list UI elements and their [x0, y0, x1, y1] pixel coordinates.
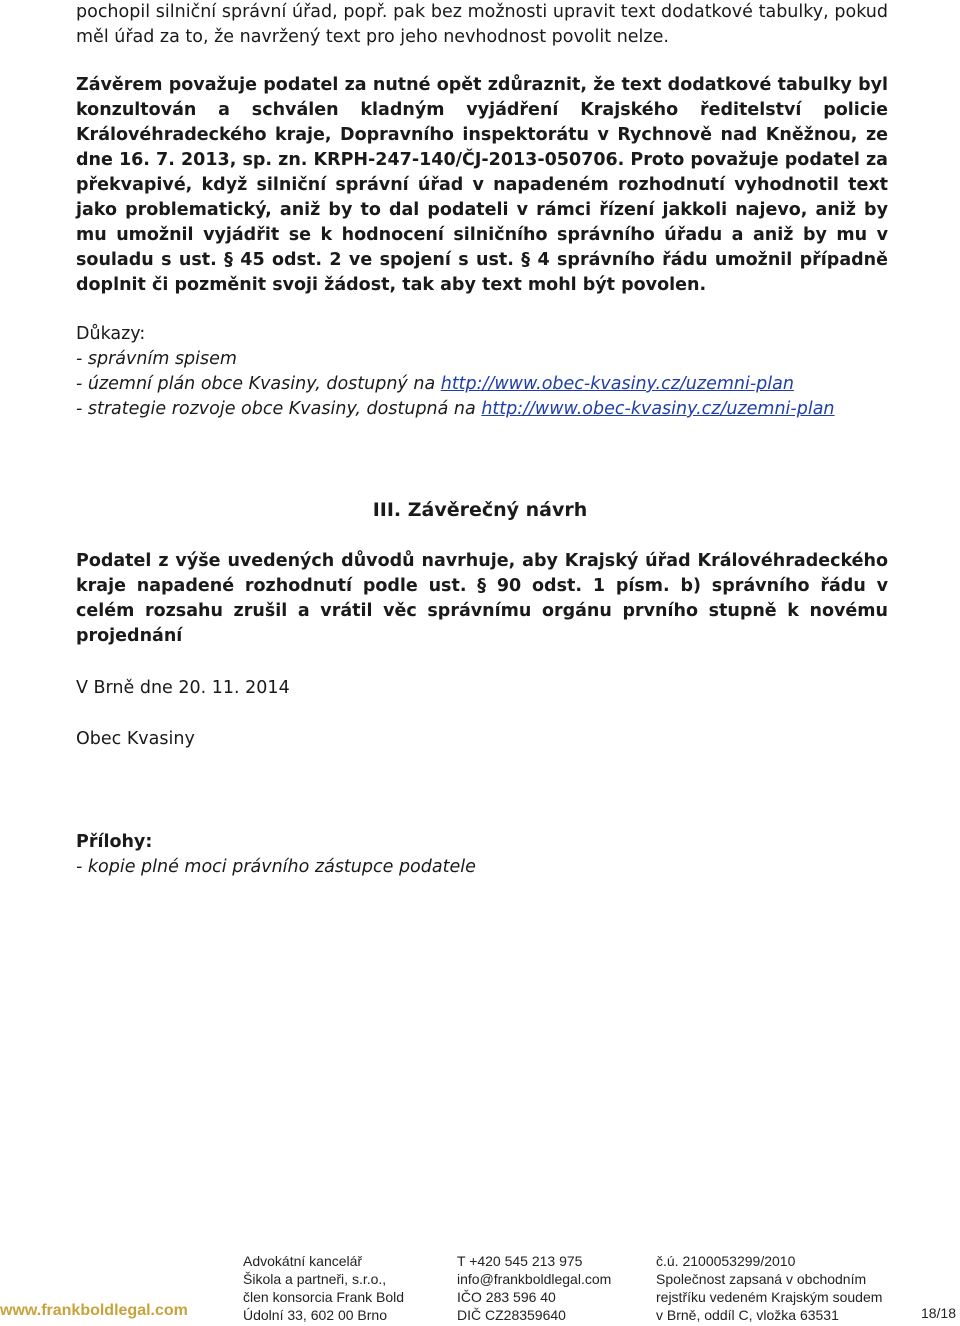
- footer-line: IČO 283 596 40: [457, 1289, 556, 1305]
- footer-line: Údolní 33, 602 00 Brno: [243, 1307, 387, 1323]
- footer-line: DIČ CZ28359640: [457, 1307, 566, 1323]
- place-date: V Brně dne 20. 11. 2014: [76, 678, 290, 698]
- signer-name: Obec Kvasiny: [76, 729, 195, 749]
- section-heading: III. Závěrečný návrh: [372, 499, 588, 521]
- attachments-section: [76, 830, 888, 880]
- main-paragraph: Závěrem považuje podatel za nutné opět zdůraznit, že text dodatkové tabulky byl konzultován a schválen kladným vyjádření Krajského ředitelství policie Královéhradeckého kraje, Dopravního inspektorátu v Rychnově nad Kněžnou, ze dne 16. 7. 2013, sp. zn. KRPH-247-140/ČJ-2013-050706. Proto považuje podatel za překvapivé, když silniční správní úřad v napadeném rozhodnutí vyhodnotil text jako problematický, aniž by to dal podateli v rámci řízení jakkoli najevo, aniž by mu umožnil vyjádřit se k hodnocení silničního správního úřadu a aniž by mu v souladu s ust. § 45 odst. 2 ve spojení s ust. § 4 správního řádu umožnil případně doplnit či pozměnit svoji žádost, tak aby text mohl být povolen.: [76, 75, 888, 295]
- footer-registry-info: [656, 1252, 882, 1324]
- footer-line: č.ú. 2100053299/2010: [656, 1253, 796, 1269]
- footer-line: v Brně, oddíl C, vložka 63531: [656, 1307, 839, 1323]
- page-number: 18/18: [920, 1305, 956, 1321]
- footer-line: info@frankboldlegal.com: [457, 1271, 612, 1287]
- footer-line: rejstříku vedeném Krajským soudem: [656, 1289, 883, 1305]
- final-proposal-paragraph: Podatel z výše uvedených důvodů navrhuje, aby Krajský úřad Královéhradeckého kraje napadené rozhodnutí podle ust. § 90 odst. 1 písm. b) správního řádu v celém rozsahu zrušil a vrátil věc správnímu orgánu prvního stupně k novému projednání: [76, 551, 888, 646]
- proofs-title: Důkazy:: [76, 324, 146, 344]
- attachment-item: - kopie plné moci právního zástupce podatele: [76, 857, 476, 877]
- attachments-title: Přílohy:: [76, 832, 153, 852]
- proof-item: [76, 372, 888, 397]
- footer-line: člen konsorcia Frank Bold: [243, 1289, 405, 1305]
- footer-line: Společnost zapsaná v obchodním: [656, 1271, 867, 1287]
- footer-firm-info: [243, 1252, 404, 1324]
- proof-item-text: - strategie rozvoje obce Kvasiny, dostupná na: [76, 399, 482, 419]
- proof-item: - správním spisem: [76, 349, 237, 369]
- proofs-section: [76, 322, 888, 422]
- proof-item: [76, 397, 888, 422]
- footer-contact-info: [457, 1252, 611, 1324]
- footer-line: T +420 545 213 975: [457, 1253, 583, 1269]
- proof-link-development-strategy[interactable]: http://www.obec-kvasiny.cz/uzemni-plan: [481, 399, 835, 419]
- footer-line: Advokátní kancelář: [243, 1253, 363, 1269]
- intro-paragraph: pochopil silniční správní úřad, popř. pak bez možnosti upravit text dodatkové tabulky, pokud měl úřad za to, že navržený text pro jeho nevhodnost povolit nelze.: [76, 2, 888, 47]
- proof-link-zoning-plan[interactable]: http://www.obec-kvasiny.cz/uzemni-plan: [440, 374, 794, 394]
- footer-line: Šikola a partneři, s.r.o.,: [243, 1271, 387, 1287]
- proof-item-text: - územní plán obce Kvasiny, dostupný na: [76, 374, 441, 394]
- footer-website[interactable]: www.frankboldlegal.com: [0, 1302, 188, 1319]
- page-footer: [0, 1250, 960, 1326]
